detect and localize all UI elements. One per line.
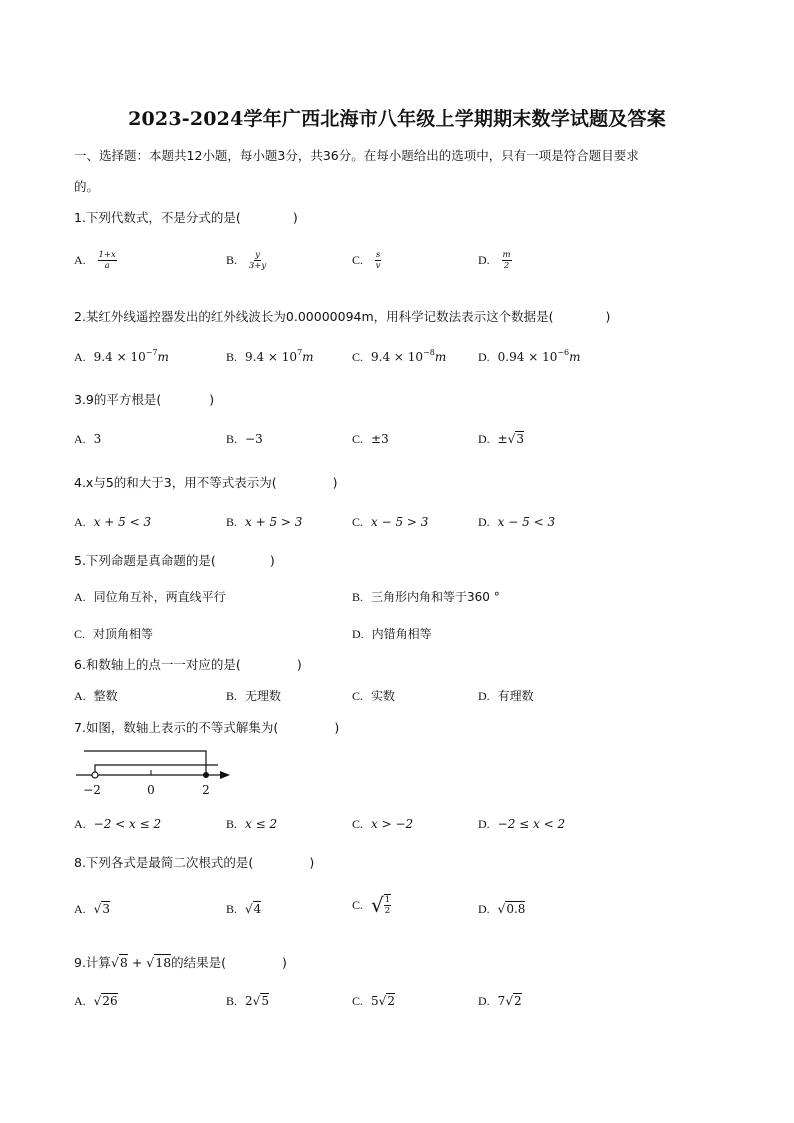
q8-option-c[interactable] — [352, 893, 391, 917]
option-label: A. — [74, 902, 86, 916]
option-text: x − 5 < 3 — [497, 515, 556, 529]
option-text: x > −2 — [371, 817, 414, 831]
axis-label-2: 2 — [202, 783, 210, 797]
option-text: 三角形内角和等于360 ° — [371, 590, 500, 604]
question-close: ) — [332, 475, 338, 490]
option-text: 3 — [93, 432, 102, 446]
option-text: −3 — [245, 432, 263, 446]
number-line-figure — [72, 745, 242, 801]
q3-option-c[interactable] — [352, 432, 389, 447]
question-stem: 8.下列各式是最简二次根式的是( — [74, 855, 254, 870]
option-label: A. — [74, 515, 86, 529]
question-stem: 6.和数轴上的点一一对应的是( — [74, 657, 241, 672]
unit: m — [302, 350, 314, 364]
radical: √26 — [93, 994, 118, 1008]
q1-option-a[interactable] — [74, 250, 117, 271]
option-label: A. — [74, 350, 86, 364]
q2-option-d[interactable] — [478, 348, 581, 365]
option-label: D. — [478, 994, 490, 1008]
option-text: 有理数 — [497, 689, 534, 703]
question-stem: 3.9的平方根是( — [74, 392, 162, 407]
q5-option-d[interactable] — [352, 625, 432, 642]
radical: √3 — [507, 432, 525, 446]
q1-option-b[interactable] — [226, 250, 266, 271]
q6-option-d[interactable] — [478, 687, 534, 704]
option-label: C. — [352, 817, 364, 831]
option-label: C. — [352, 253, 364, 267]
radicand: 5 — [261, 994, 269, 1008]
page-title: 2023-2024学年广西北海市八年级上学期期末数学试题及答案 — [128, 108, 666, 130]
question-close: ) — [605, 309, 611, 324]
denominator: 2 — [503, 261, 510, 271]
radicand: 3 — [102, 902, 110, 916]
question-close: ) — [292, 210, 298, 225]
radicand: 3 — [516, 432, 525, 446]
radicand: 8 — [119, 955, 128, 970]
sci-exponent: 7 — [297, 348, 303, 357]
question-8 — [74, 853, 314, 871]
option-text: x − 5 > 3 — [371, 515, 429, 529]
q9-option-b[interactable] — [226, 994, 269, 1009]
sci-base: 9.4 × 10 — [93, 350, 146, 364]
radicand: 2 — [387, 994, 395, 1008]
question-3 — [74, 390, 214, 408]
question-6 — [74, 655, 302, 673]
radical: √ — [371, 893, 384, 917]
option-label: D. — [352, 627, 364, 641]
q6-option-a[interactable] — [74, 687, 118, 704]
question-close: ) — [334, 720, 340, 735]
sci-base: 9.4 × 10 — [371, 350, 424, 364]
option-prefix: ± — [497, 432, 508, 446]
option-text: 整数 — [93, 689, 118, 703]
q1-option-c[interactable] — [352, 250, 381, 271]
option-label: A. — [74, 590, 86, 604]
radical: √3 — [93, 902, 110, 916]
unit: m — [434, 350, 447, 364]
option-text: x ≤ 2 — [245, 817, 278, 831]
q5-option-a[interactable] — [74, 588, 226, 605]
question-stem: 7.如图，数轴上表示的不等式解集为( — [74, 720, 279, 735]
denominator: 3+y — [248, 261, 267, 271]
numerator: y — [255, 250, 260, 260]
option-label: B. — [226, 689, 238, 703]
q2-option-b[interactable] — [226, 348, 314, 365]
option-label: D. — [478, 817, 490, 831]
option-label: D. — [478, 689, 490, 703]
sci-exponent: −6 — [557, 348, 570, 357]
fraction — [249, 250, 266, 271]
q6-option-b[interactable] — [226, 687, 281, 704]
radicand: 26 — [102, 994, 118, 1008]
q2-option-a[interactable] — [74, 348, 169, 365]
option-text: 实数 — [371, 689, 396, 703]
sci-base: 9.4 × 10 — [245, 350, 298, 364]
option-text: 同位角互补，两直线平行 — [93, 590, 226, 604]
option-label: A. — [74, 253, 86, 267]
q5-option-b[interactable] — [352, 588, 500, 605]
option-text: 无理数 — [245, 689, 282, 703]
q8-option-a[interactable] — [74, 902, 110, 917]
question-4 — [74, 473, 338, 491]
question-stem-post: 的结果是( — [171, 955, 227, 970]
radical: √0.8 — [497, 902, 526, 916]
q4-option-b[interactable] — [226, 515, 302, 530]
option-label: A. — [74, 689, 86, 703]
q1-option-d[interactable] — [478, 250, 512, 271]
question-stem: 1.下列代数式，不是分式的是( — [74, 210, 241, 225]
option-label: C. — [352, 432, 364, 446]
option-label: C. — [352, 350, 364, 364]
option-text: −2 < x ≤ 2 — [93, 817, 162, 831]
q8-option-d[interactable] — [478, 902, 525, 917]
radicand: 2 — [513, 994, 522, 1008]
option-label: B. — [226, 432, 238, 446]
option-label: C. — [74, 627, 86, 641]
option-label: B. — [226, 253, 238, 267]
radical: √2 — [378, 994, 395, 1008]
question-close: ) — [282, 955, 287, 970]
question-2 — [74, 307, 610, 325]
option-label: C. — [352, 994, 364, 1008]
option-label: A. — [74, 994, 86, 1008]
q2-option-c[interactable] — [352, 348, 446, 365]
denominator: a — [104, 261, 110, 271]
q8-option-b[interactable] — [226, 902, 261, 917]
question-stem: 5.下列命题是真命题的是( — [74, 553, 216, 568]
denominator: v — [375, 261, 381, 271]
radicand: 4 — [253, 902, 262, 916]
option-label: B. — [352, 590, 364, 604]
option-label: B. — [226, 817, 238, 831]
axis-arrow — [220, 771, 230, 779]
q7-option-d[interactable] — [478, 817, 565, 832]
fraction — [98, 250, 117, 271]
question-close: ) — [296, 657, 302, 672]
radical: √8 — [110, 955, 128, 970]
option-label: B. — [226, 350, 238, 364]
numerator: 1+x — [98, 250, 116, 260]
q7-option-c[interactable] — [352, 817, 413, 832]
q9-option-a[interactable] — [74, 994, 118, 1009]
question-7 — [74, 718, 339, 736]
option-text: ±3 — [371, 432, 389, 446]
question-close: ) — [209, 392, 215, 407]
q6-option-c[interactable] — [352, 687, 395, 704]
option-label: D. — [478, 902, 490, 916]
plus-sign: + — [127, 955, 147, 970]
radical: √5 — [252, 994, 269, 1008]
option-text: x + 5 < 3 — [93, 515, 152, 529]
coefficient: 7 — [497, 994, 506, 1008]
denominator: 2 — [384, 906, 391, 916]
unit: m — [569, 350, 581, 364]
option-label: A. — [74, 432, 86, 446]
q9-option-c[interactable] — [352, 994, 395, 1009]
question-5 — [74, 551, 275, 569]
fraction — [375, 250, 381, 271]
option-text: 对顶角相等 — [93, 627, 154, 641]
option-text: −2 ≤ x < 2 — [497, 817, 566, 831]
question-stem-pre: 9.计算 — [74, 955, 111, 970]
q5-option-c[interactable] — [74, 625, 153, 642]
radicand: 18 — [155, 955, 172, 970]
q3-option-d[interactable] — [478, 432, 524, 447]
option-text: x + 5 > 3 — [245, 515, 303, 529]
option-label: A. — [74, 817, 86, 831]
q4-option-d[interactable] — [478, 515, 555, 530]
unit: m — [157, 350, 169, 364]
radical: √4 — [245, 902, 262, 916]
coefficient: 5 — [371, 994, 379, 1008]
fraction — [502, 250, 512, 271]
question-stem: 2.某红外线遥控器发出的红外线波长为0.00000094m，用科学记数法表示这个数据是( — [74, 309, 554, 324]
axis-label-neg2: −2 — [83, 783, 101, 797]
section-heading: 一、选择题：本题共12小题，每小题3分，共36分。在每小题给出的选项中，只有一项是符合题目要求 — [74, 148, 639, 163]
q7-option-b[interactable] — [226, 817, 277, 832]
solution-ray-left — [84, 751, 206, 775]
solution-ray-right — [95, 765, 218, 775]
radicand: 0.8 — [506, 902, 526, 916]
sci-exponent: −7 — [145, 348, 158, 357]
radical: √18 — [146, 955, 172, 970]
question-stem: 4.x与5的和大于3，用不等式表示为( — [74, 475, 277, 490]
q3-option-a[interactable] — [74, 432, 101, 447]
option-label: D. — [478, 253, 490, 267]
option-label: C. — [352, 897, 364, 912]
option-label: D. — [478, 350, 490, 364]
open-point-neg2 — [92, 772, 98, 778]
fraction — [384, 894, 391, 916]
option-label: D. — [478, 515, 490, 529]
numerator: m — [502, 250, 511, 260]
q3-option-b[interactable] — [226, 432, 263, 447]
question-9 — [74, 953, 287, 971]
option-label: C. — [352, 689, 364, 703]
radical: √2 — [505, 994, 522, 1008]
closed-point-2 — [203, 772, 209, 778]
question-1 — [74, 208, 298, 226]
question-close: ) — [309, 855, 315, 870]
numerator: 1 — [384, 895, 391, 905]
option-label: B. — [226, 515, 238, 529]
q4-option-a[interactable] — [74, 515, 151, 530]
option-label: B. — [226, 994, 238, 1008]
question-close: ) — [269, 553, 275, 568]
sci-exponent: −8 — [423, 348, 435, 357]
option-label: C. — [352, 515, 364, 529]
q9-option-d[interactable] — [478, 994, 522, 1009]
q7-option-a[interactable] — [74, 817, 161, 832]
coefficient: 2 — [245, 994, 253, 1008]
option-label: D. — [478, 432, 490, 446]
numerator: s — [375, 250, 381, 260]
section-heading-cont: 的。 — [74, 179, 100, 194]
axis-label-0: 0 — [147, 783, 155, 797]
option-text: 内错角相等 — [371, 627, 432, 641]
q4-option-c[interactable] — [352, 515, 428, 530]
option-label: B. — [226, 902, 238, 916]
sci-base: 0.94 × 10 — [497, 350, 558, 364]
